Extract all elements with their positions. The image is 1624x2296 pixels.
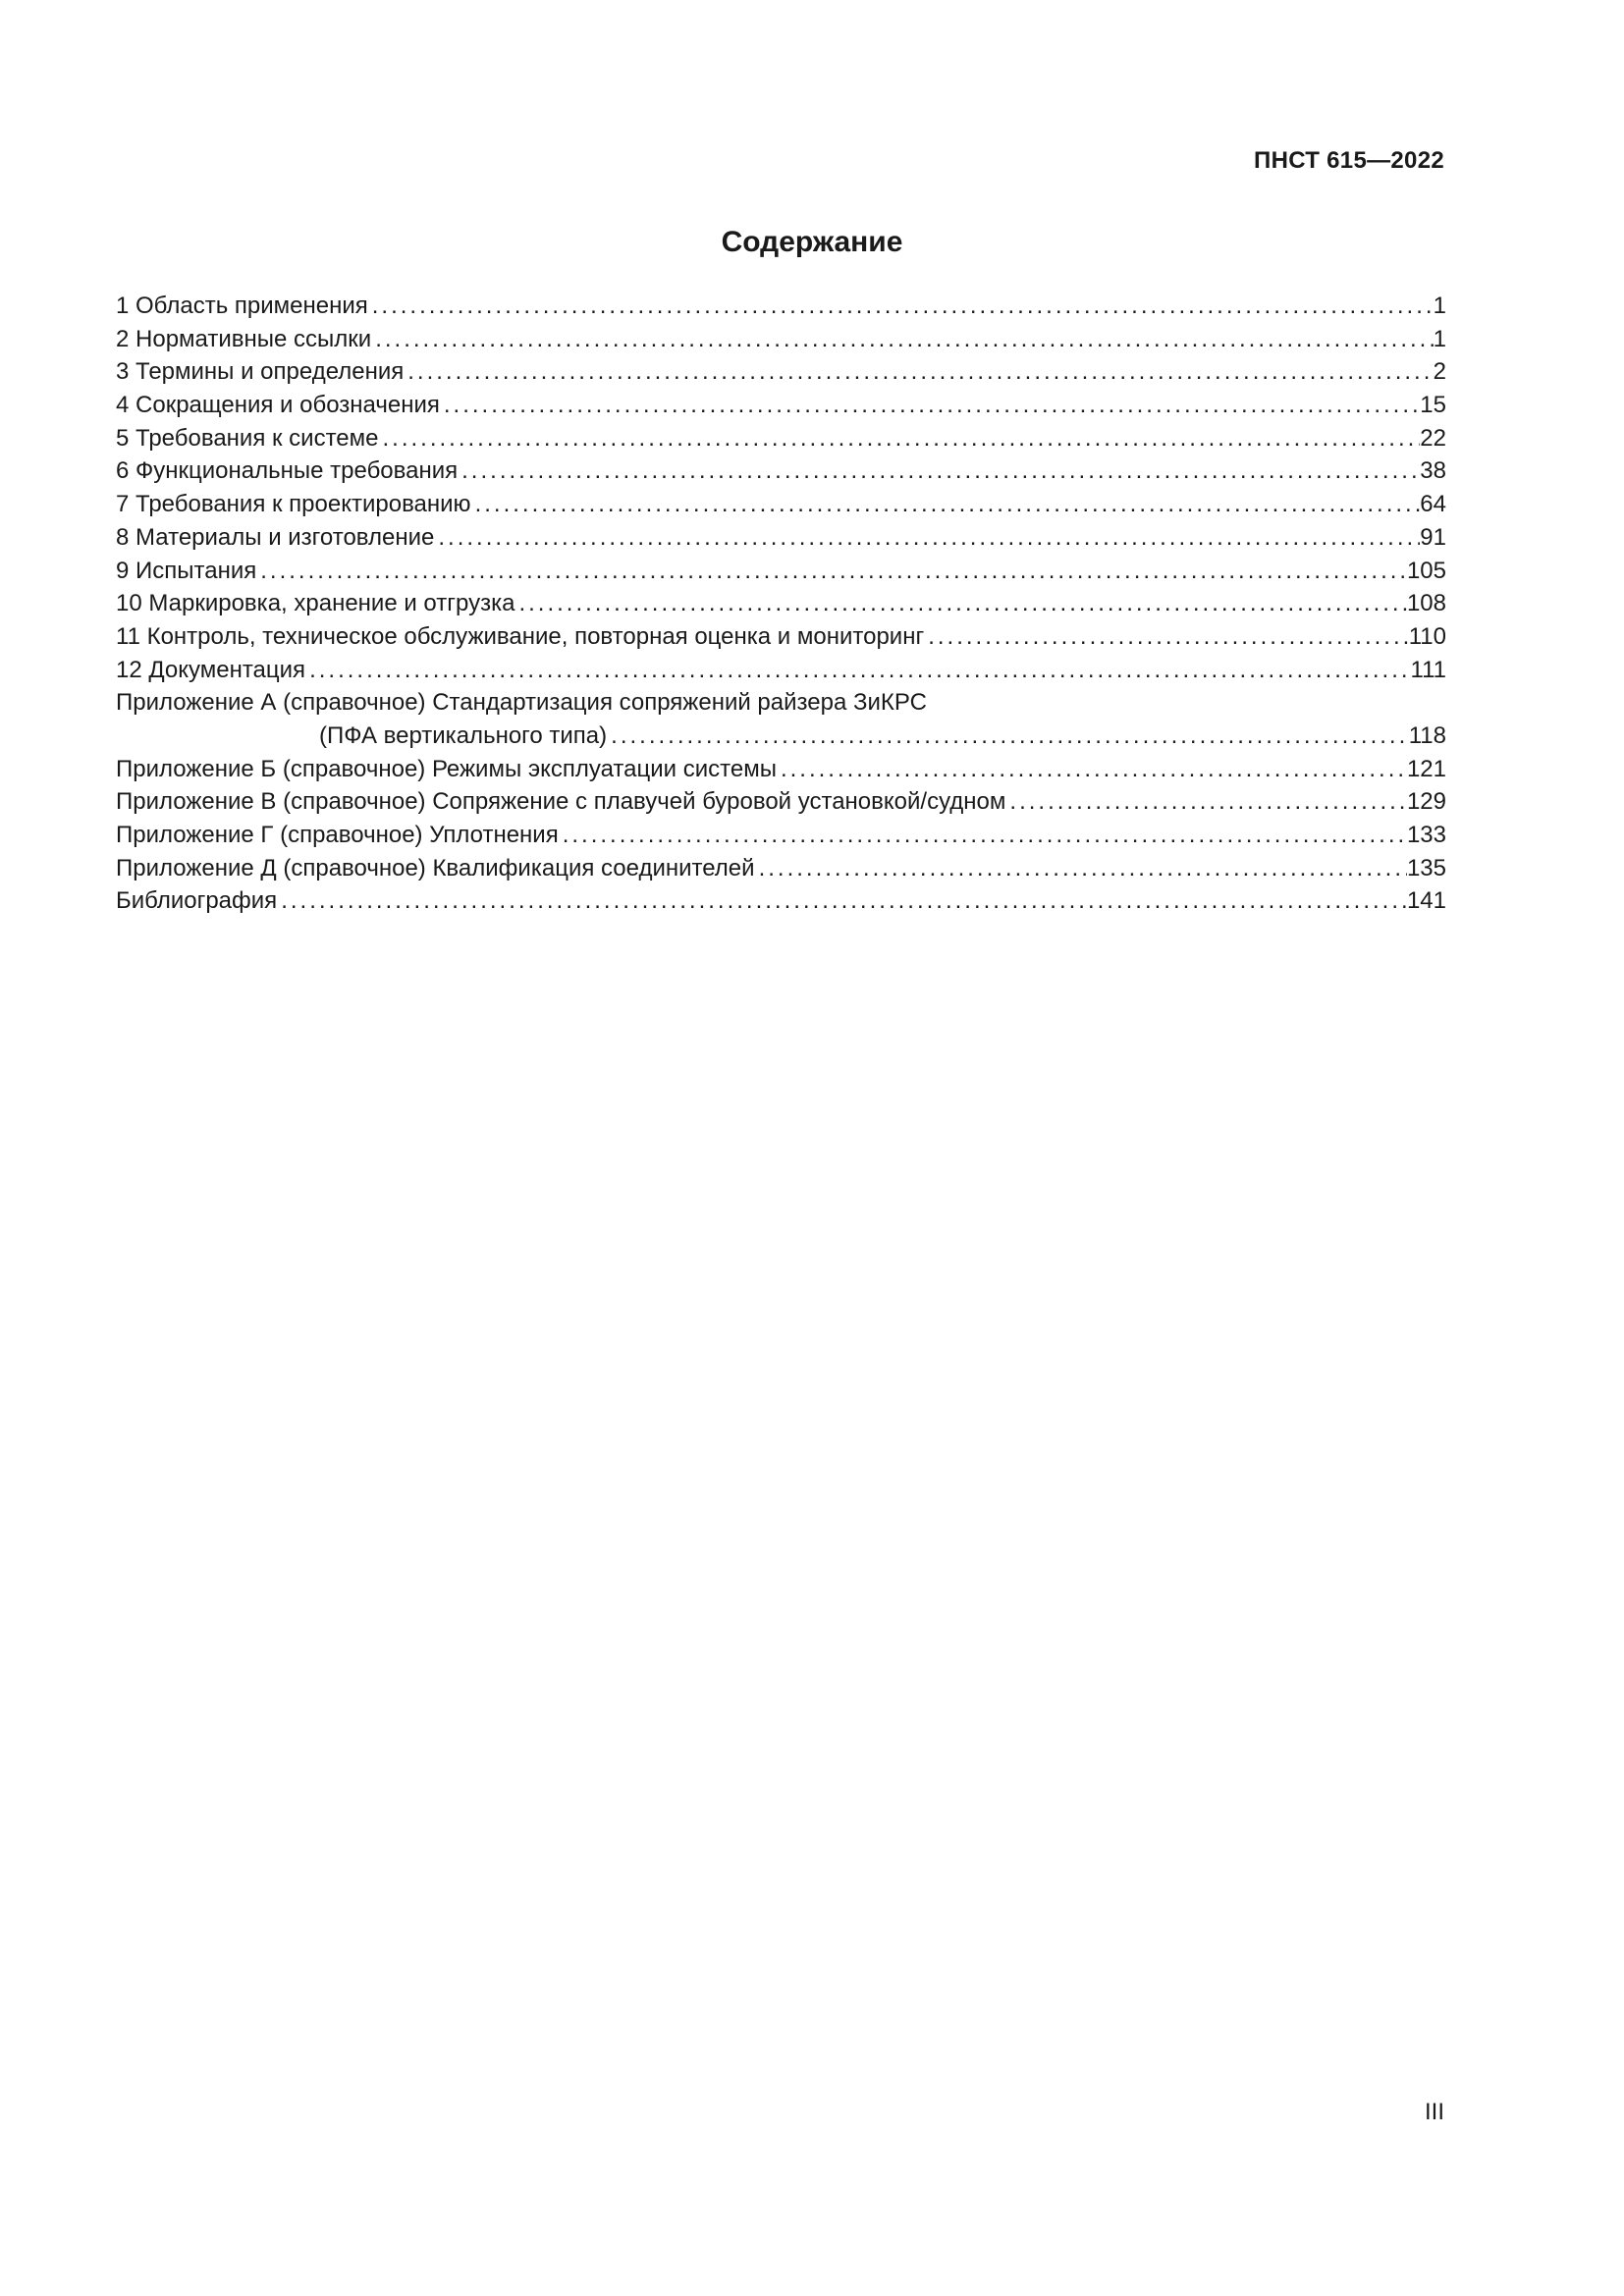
toc-entry-page: 1: [1433, 293, 1446, 319]
toc-entry-page: 118: [1408, 721, 1446, 749]
toc-entry-page: 15: [1420, 392, 1446, 419]
toc-entry-page: 64: [1420, 491, 1446, 518]
toc-entry-label: Приложение В (справочное) Сопряжение с плавучей буровой установкой/судном: [116, 788, 1006, 816]
toc-entry-label: 5 Требования к системе: [116, 424, 379, 452]
table-of-contents: [116, 290, 1446, 918]
toc-entry[interactable]: [116, 521, 1446, 555]
toc-entry-label: 6 Функциональные требования: [116, 457, 459, 485]
leader-dots: [471, 488, 1421, 521]
toc-entry-page: 121: [1406, 755, 1446, 782]
leader-dots: [379, 422, 1421, 455]
leader-dots: [777, 753, 1407, 786]
toc-entry[interactable]: [116, 852, 1446, 885]
toc-entry-label: (ПФА вертикального типа): [319, 721, 608, 749]
toc-entry-page: 133: [1406, 822, 1446, 848]
toc-entry-label: 12 Документация: [116, 656, 306, 683]
toc-entry[interactable]: [116, 620, 1446, 654]
toc-entry-label: Приложение Г (справочное) Уплотнения: [116, 822, 559, 848]
toc-entry[interactable]: [116, 785, 1446, 819]
toc-entry-label: Библиография: [116, 887, 278, 915]
toc-entry-page: 91: [1420, 523, 1446, 551]
toc-entry-page: 108: [1406, 590, 1446, 617]
toc-entry-label: 3 Термины и определения: [116, 358, 405, 386]
toc-entry-label: 2 Нормативные ссылки: [116, 325, 372, 352]
leader-dots: [924, 620, 1409, 654]
leader-dots: [1005, 785, 1407, 819]
toc-entry[interactable]: [116, 290, 1446, 323]
leader-dots: [371, 323, 1433, 356]
leader-dots: [434, 521, 1420, 555]
toc-entry-page: 110: [1408, 622, 1446, 650]
toc-entry[interactable]: [116, 389, 1446, 422]
toc-entry-page: 105: [1406, 557, 1446, 584]
toc-entry[interactable]: [116, 819, 1446, 852]
toc-entry[interactable]: [116, 422, 1446, 455]
toc-entry-page: 38: [1420, 457, 1446, 485]
leader-dots: [277, 884, 1407, 918]
page-number: III: [1424, 2099, 1444, 2125]
toc-entry[interactable]: [116, 323, 1446, 356]
toc-entry-label: Приложение Б (справочное) Режимы эксплуатации системы: [116, 755, 777, 782]
toc-entry-page: 141: [1406, 887, 1446, 915]
toc-entry-page: 1: [1433, 325, 1446, 352]
leader-dots: [440, 389, 1420, 422]
toc-entry[interactable]: [116, 654, 1446, 687]
toc-entry-page: 22: [1420, 424, 1446, 452]
toc-entry[interactable]: [116, 454, 1446, 488]
toc-entry[interactable]: [116, 686, 1446, 720]
leader-dots: [305, 654, 1410, 687]
leader-dots: [514, 587, 1407, 620]
leader-dots: [755, 852, 1407, 885]
toc-entry[interactable]: [116, 587, 1446, 620]
toc-entry[interactable]: [116, 884, 1446, 918]
leader-dots: [368, 290, 1434, 323]
leader-dots: [559, 819, 1407, 852]
leader-dots: [404, 355, 1433, 389]
toc-entry-label: 4 Сокращения и обозначения: [116, 392, 440, 419]
toc-entry-label: 10 Маркировка, хранение и отгрузка: [116, 590, 515, 617]
leader-dots: [607, 720, 1409, 753]
toc-entry-label: Приложение Д (справочное) Квалификация соединителей: [116, 854, 755, 881]
leader-dots: [458, 454, 1420, 488]
toc-entry[interactable]: [116, 488, 1446, 521]
toc-entry[interactable]: [116, 355, 1446, 389]
toc-entry-label: 9 Испытания: [116, 557, 257, 584]
toc-entry-label: 7 Требования к проектированию: [116, 491, 471, 518]
toc-entry[interactable]: [116, 753, 1446, 786]
toc-entry-page: 111: [1410, 656, 1446, 683]
toc-entry-label: 8 Материалы и изготовление: [116, 523, 435, 551]
toc-entry-page: 135: [1406, 854, 1446, 881]
toc-entry-label: 11 Контроль, техническое обслуживание, повторная оценка и мониторинг: [116, 622, 925, 650]
toc-entry[interactable]: [116, 555, 1446, 588]
toc-entry-label: Приложение А (справочное) Стандартизация сопряжений райзера ЗиКРС: [116, 689, 927, 717]
toc-entry-page: 2: [1433, 358, 1446, 386]
leader-dots: [256, 555, 1407, 588]
document-code: ПНСТ 615—2022: [1254, 147, 1444, 174]
toc-title: Содержание: [721, 226, 903, 258]
toc-entry-label: 1 Область применения: [116, 293, 368, 319]
toc-entry-page: 129: [1406, 788, 1446, 816]
toc-entry-continuation[interactable]: [116, 720, 1446, 753]
